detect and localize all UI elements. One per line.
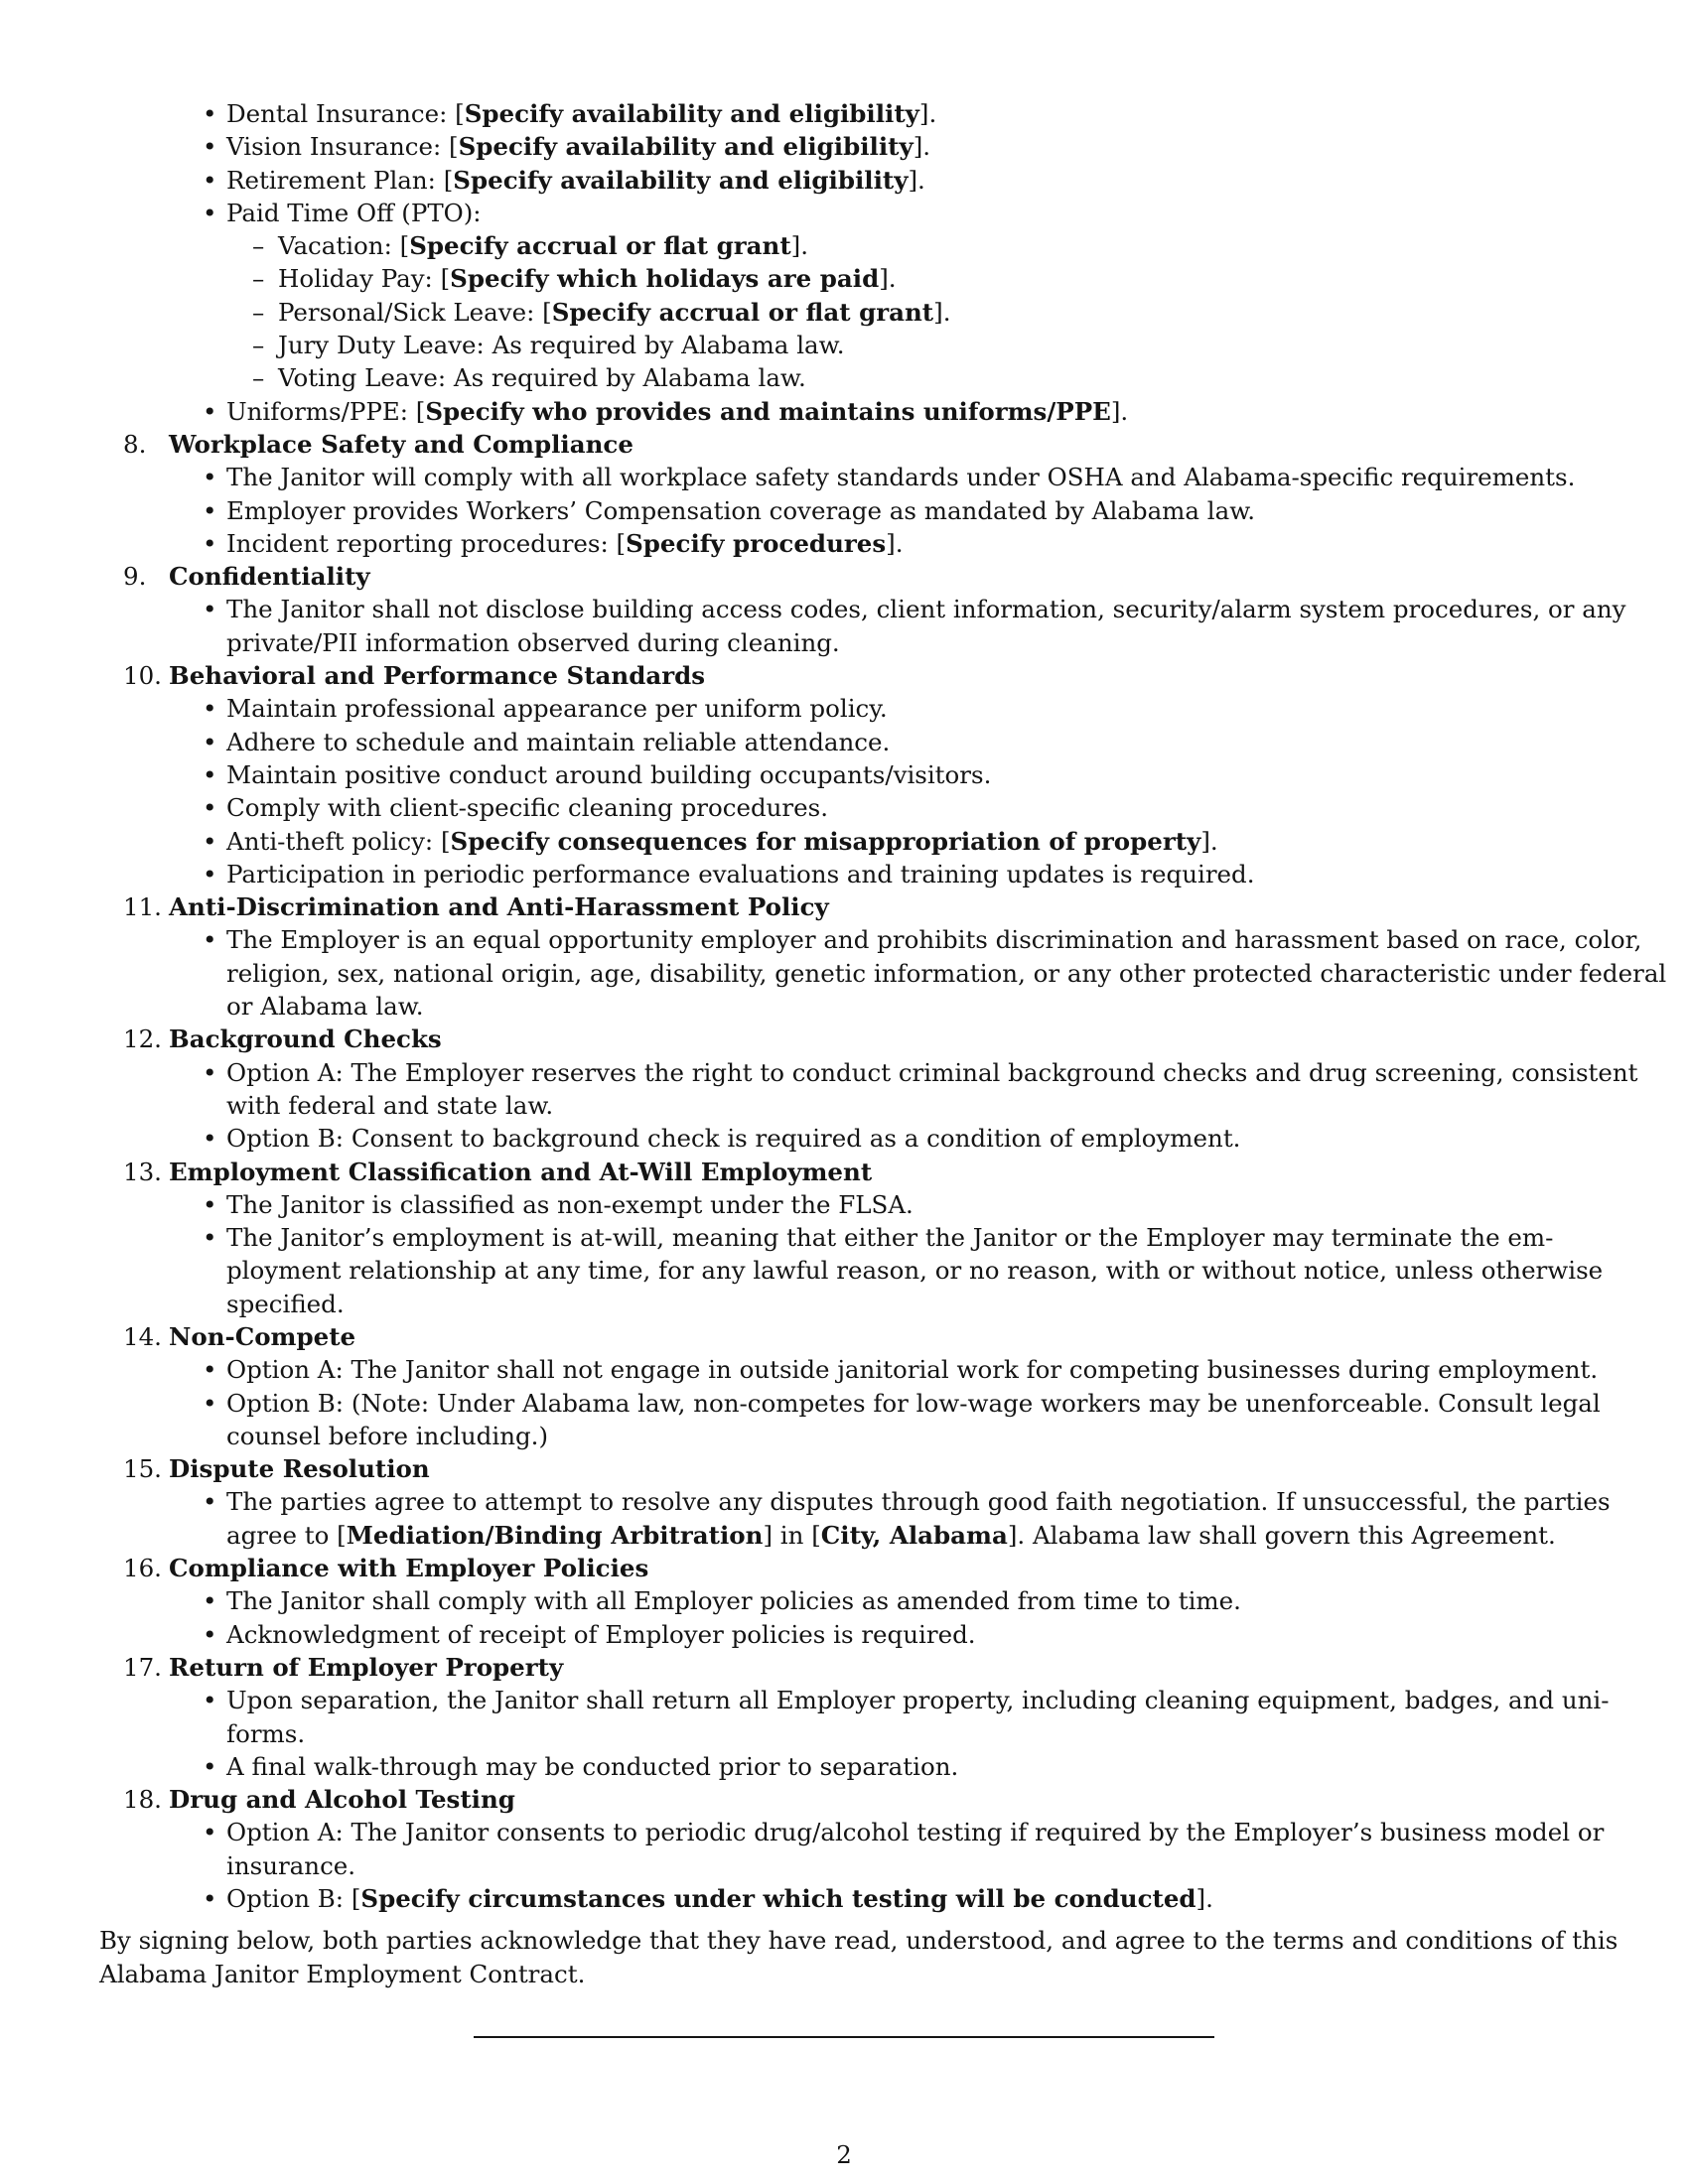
section-title: Dispute Resolution bbox=[169, 1454, 430, 1484]
list-item: • Vision Insurance: [Specify availability and eligibility]. bbox=[203, 132, 931, 162]
section-title: Employment Classification and At-Will Employment bbox=[169, 1157, 873, 1186]
list-item: • Employer provides Workers’ Compensation coverage as mandated by Alabama law. bbox=[203, 495, 1256, 525]
section-title: Anti-Discrimination and Anti-Harassment Policy bbox=[169, 892, 829, 922]
list-item: • Incident reporting procedures: [Specify procedures]. bbox=[203, 528, 904, 558]
section-title: Background Checks bbox=[169, 1024, 442, 1054]
list-item-continuation: or Alabama law. bbox=[226, 992, 424, 1022]
section-heading-11: 11. Anti-Discrimination and Anti-Harassment Policy bbox=[123, 892, 829, 922]
page-number: 2 bbox=[836, 2140, 852, 2169]
section-heading-14: 14. Non-Compete bbox=[123, 1321, 356, 1351]
list-item: • Maintain professional appearance per uniform policy. bbox=[203, 694, 888, 724]
sub-list-item: – Jury Duty Leave: As required by Alabama law. bbox=[252, 331, 845, 360]
section-title: Compliance with Employer Policies bbox=[169, 1554, 649, 1583]
list-item-continuation: religion, sex, national origin, age, disability, genetic information, or any other protected characteristic under federal bbox=[226, 958, 1667, 988]
sub-list-item: – Holiday Pay: [Specify which holidays are paid]. bbox=[252, 264, 897, 294]
section-heading-15: 15. Dispute Resolution bbox=[123, 1454, 430, 1484]
list-item-continuation: with federal and state law. bbox=[226, 1090, 554, 1120]
list-item: • Paid Time Off (PTO): bbox=[203, 198, 482, 227]
section-title: Workplace Safety and Compliance bbox=[169, 429, 633, 459]
section-heading-17: 17. Return of Employer Property bbox=[123, 1652, 564, 1682]
list-item: • Option B: (Note: Under Alabama law, non-competes for low-wage workers may be unenforceable. Consult legal bbox=[203, 1388, 1601, 1418]
closing-statement-continuation: Alabama Janitor Employment Contract. bbox=[99, 1959, 586, 1988]
contract-page bbox=[99, 97, 1667, 1990]
sub-list-item: – Vacation: [Specify accrual or flat grant]. bbox=[252, 231, 809, 261]
list-item: • The Janitor will comply with all workplace safety standards under OSHA and Alabama-specific requirements. bbox=[203, 463, 1576, 492]
section-title: Drug and Alcohol Testing bbox=[169, 1785, 515, 1815]
section-heading-8: 8. Workplace Safety and Compliance bbox=[123, 429, 633, 459]
list-item: • Maintain positive conduct around building occupants/visitors. bbox=[203, 759, 992, 789]
section-heading-12: 12. Background Checks bbox=[123, 1024, 442, 1054]
list-item: • Uniforms/PPE: [Specify who provides and maintains uniforms/PPE]. bbox=[203, 396, 1129, 426]
closing-statement: By signing below, both parties acknowledge that they have read, understood, and agree to the terms and conditions of this bbox=[99, 1926, 1618, 1956]
list-item: • A final walk-through may be conducted prior to separation. bbox=[203, 1751, 959, 1781]
section-title: Non-Compete bbox=[169, 1321, 356, 1351]
list-item: • The Janitor is classified as non-exempt under the FLSA. bbox=[203, 1189, 914, 1219]
list-item: • Adhere to schedule and maintain reliable attendance. bbox=[203, 727, 891, 756]
section-heading-9: 9. Confidentiality bbox=[123, 562, 370, 592]
list-item: • Comply with client-specific cleaning procedures. bbox=[203, 793, 828, 823]
list-item: • Retirement Plan: [Specify availability and eligibility]. bbox=[203, 165, 925, 195]
list-item-continuation: ployment relationship at any time, for any lawful reason, or no reason, with or without notice, unless otherwise bbox=[226, 1256, 1604, 1286]
list-item: • Option A: The Janitor consents to periodic drug/alcohol testing if required by the Employer’s business model or bbox=[203, 1818, 1605, 1847]
section-title: Behavioral and Performance Standards bbox=[169, 661, 706, 691]
list-item: • Dental Insurance: [Specify availability and eligibility]. bbox=[203, 99, 937, 128]
list-item: • The Janitor’s employment is at-will, meaning that either the Janitor or the Employer may terminate the em- bbox=[203, 1223, 1554, 1253]
list-item: • Anti-theft policy: [Specify consequences for misappropriation of property]. bbox=[203, 826, 1218, 856]
section-title: Return of Employer Property bbox=[169, 1652, 564, 1682]
list-item: • Acknowledgment of receipt of Employer policies is required. bbox=[203, 1619, 976, 1649]
section-title: Confidentiality bbox=[169, 562, 370, 592]
list-item: • Option B: [Specify circumstances under which testing will be conducted]. bbox=[203, 1884, 1213, 1914]
list-item-continuation: specified. bbox=[226, 1289, 345, 1318]
list-item: • Option B: Consent to background check is required as a condition of employment. bbox=[203, 1124, 1241, 1154]
section-heading-10: 10. Behavioral and Performance Standards bbox=[123, 661, 706, 691]
list-item: • The Janitor shall comply with all Employer policies as amended from time to time. bbox=[203, 1586, 1241, 1616]
list-item: • The parties agree to attempt to resolve any disputes through good faith negotiation. If unsuccessful, the parties bbox=[203, 1487, 1611, 1517]
list-item: • Option A: The Janitor shall not engage in outside janitorial work for competing businesses during employment. bbox=[203, 1355, 1599, 1385]
list-item-continuation: forms. bbox=[226, 1718, 306, 1748]
list-item-continuation: counsel before including.) bbox=[226, 1421, 549, 1450]
list-item: • Participation in periodic performance evaluations and training updates is required. bbox=[203, 859, 1255, 888]
section-heading-18: 18. Drug and Alcohol Testing bbox=[123, 1785, 515, 1815]
list-item-continuation: private/PII information observed during cleaning. bbox=[226, 627, 840, 657]
list-item: • The Employer is an equal opportunity employer and prohibits discrimination and harassment based on race, color, bbox=[203, 925, 1642, 955]
list-item-continuation: agree to [Mediation/Binding Arbitration] in [City, Alabama]. Alabama law shall govern this Agreement. bbox=[226, 1520, 1556, 1550]
list-item: • Option A: The Employer reserves the right to conduct criminal background checks and drug screening, consistent bbox=[203, 1057, 1638, 1087]
sub-list-item: – Voting Leave: As required by Alabama law. bbox=[252, 363, 806, 393]
sub-list-item: – Personal/Sick Leave: [Specify accrual or flat grant]. bbox=[252, 297, 951, 327]
signature-line bbox=[474, 2036, 1214, 2038]
section-heading-13: 13. Employment Classification and At-Will Employment bbox=[123, 1157, 873, 1186]
list-item-continuation: insurance. bbox=[226, 1850, 356, 1880]
list-item: • Upon separation, the Janitor shall return all Employer property, including cleaning equipment, badges, and uni- bbox=[203, 1686, 1610, 1715]
section-heading-16: 16. Compliance with Employer Policies bbox=[123, 1554, 649, 1583]
list-item: • The Janitor shall not disclose building access codes, client information, security/alarm system procedures, or any bbox=[203, 595, 1626, 624]
